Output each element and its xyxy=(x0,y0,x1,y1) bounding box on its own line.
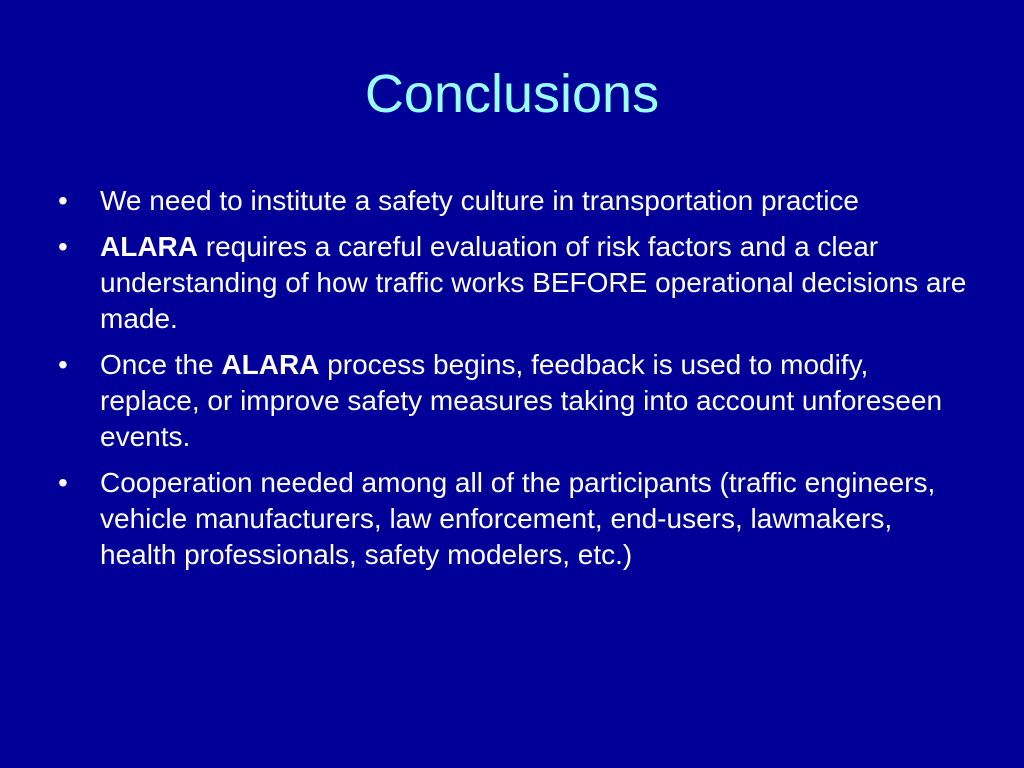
alara-emphasis: ALARA xyxy=(100,231,198,262)
bullet-list xyxy=(58,183,968,583)
bullet-item-alara-evaluation xyxy=(58,229,968,337)
bullet-prefix: Once the xyxy=(100,349,222,380)
bullet-text: Cooperation needed among all of the participants (traffic engineers, vehicle manufacturers, law enforcement, end-users, lawmakers, health professionals, safety modelers, etc.) xyxy=(100,467,936,570)
bullet-icon: • xyxy=(58,185,68,216)
slide-title: Conclusions xyxy=(364,64,660,124)
bullet-icon: • xyxy=(58,349,68,380)
bullet-text: process begins, feedback is used to modify, replace, or improve safety measures taking into account unforeseen events. xyxy=(100,349,943,452)
bullet-item-alara-feedback xyxy=(58,347,968,455)
bullet-text: requires a careful evaluation of risk factors and a clear understanding of how traffic works BEFORE operational decisions are made. xyxy=(100,231,967,334)
bullet-text: We need to institute a safety culture in transportation practice xyxy=(100,185,860,216)
bullet-icon: • xyxy=(58,467,68,498)
bullet-icon: • xyxy=(58,231,68,262)
bullet-item-safety-culture xyxy=(58,183,968,219)
bullet-item-cooperation xyxy=(58,465,968,573)
alara-emphasis: ALARA xyxy=(221,349,320,380)
